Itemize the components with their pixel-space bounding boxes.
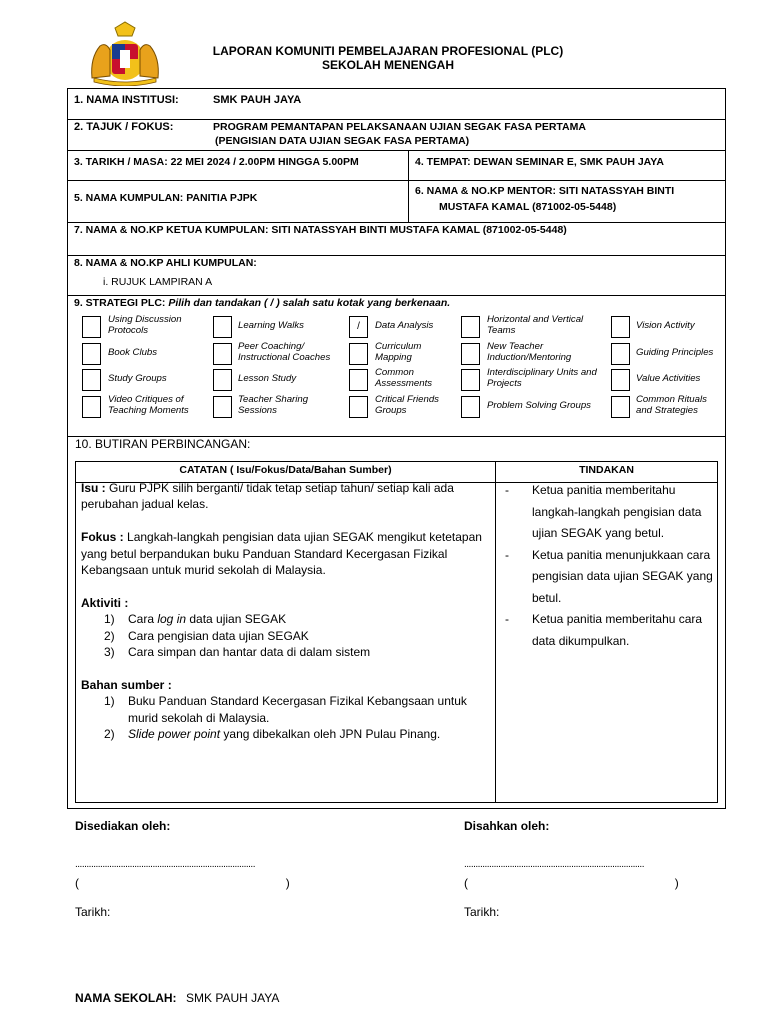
strategy-instruction: Pilih dan tandakan ( / ) salah satu kotak yang berkenaan. <box>168 297 451 309</box>
strategy-checkbox[interactable]: / <box>349 316 368 338</box>
strategy-checkbox[interactable] <box>82 316 101 338</box>
action-bullet: - <box>505 612 509 626</box>
notes-column-header: CATATAN ( Isu/Fokus/Data/Bahan Sumber) <box>179 464 392 476</box>
issue-text: Guru PJPK silih berganti/ tidak tetap setiap tahun/ setiap kali ada perubahan jadual kelas. <box>81 481 454 512</box>
resource-number: 2) <box>104 727 115 742</box>
action-text: Ketua panitia memberitahu langkah-langkah pengisian data ujian SEGAK yang betul. <box>532 483 702 540</box>
strategy-checkbox[interactable] <box>349 396 368 418</box>
focus-paragraph <box>81 529 485 578</box>
strategy-label: Learning Walks <box>238 319 304 331</box>
strategy-label: Critical Friends Groups <box>375 394 439 416</box>
strategy-label: Peer Coaching/ Instructional Coaches <box>238 341 331 363</box>
resource-item <box>81 693 485 726</box>
strategy-label: Data Analysis <box>375 319 434 331</box>
report-header <box>160 44 616 72</box>
issue-label: Isu : <box>81 481 110 495</box>
activity-text: Cara log in data ujian SEGAK <box>128 612 287 627</box>
members-value: i. RUJUK LAMPIRAN A <box>103 276 213 288</box>
resources-list <box>81 693 485 742</box>
strategy-checkbox[interactable] <box>213 396 232 418</box>
strategy-heading <box>74 296 450 310</box>
action-column-header: TINDAKAN <box>579 464 634 476</box>
prepared-name-brackets: ( ) <box>75 876 290 890</box>
resource-item <box>81 726 485 742</box>
members-label: 8. NAMA & NO.KP AHLI KUMPULAN: <box>74 257 257 269</box>
strategy-checkbox[interactable] <box>213 316 232 338</box>
strategy-label: Vision Activity <box>636 319 695 331</box>
topic-line-1: PROGRAM PEMANTAPAN PELAKSANAAN UJIAN SEGAK FASA PERTAMA <box>213 121 586 133</box>
institution-value: SMK PAUH JAYA <box>213 94 302 106</box>
mentor-field-line-2: MUSTAFA KAMAL (871002-05-5448) <box>439 201 617 213</box>
action-bullet: - <box>505 547 509 562</box>
focus-label: Fokus : <box>81 530 128 545</box>
strategy-label: Horizontal and Vertical Teams <box>487 314 584 336</box>
group-name-field: 5. NAMA KUMPULAN: PANITIA PJPK <box>74 192 258 204</box>
table-column-divider <box>495 462 496 802</box>
activities-list <box>81 611 485 660</box>
topic-line-2: (PENGISIAN DATA UJIAN SEGAK FASA PERTAMA) <box>215 135 470 147</box>
action-bullet: - <box>505 483 509 497</box>
issue-paragraph <box>81 480 485 513</box>
date-time-field: 3. TARIKH / MASA: 22 MEI 2024 / 2.00PM HINGGA 5.00PM <box>74 156 359 168</box>
notes-content <box>81 480 485 742</box>
approved-by-label: Disahkan oleh: <box>464 819 550 833</box>
activity-item <box>81 611 485 627</box>
strategy-label: Problem Solving Groups <box>487 399 591 411</box>
action-text: Ketua panitia memberitahu cara data dikumpulkan. <box>532 612 703 648</box>
activity-number: 2) <box>104 628 115 643</box>
resource-text: Slide power point yang dibekalkan oleh JPN Pulau Pinang. <box>128 727 441 742</box>
activity-item <box>81 628 485 644</box>
strategy-label: Lesson Study <box>238 372 297 384</box>
action-text: Ketua panitia menunjukkaan cara pengisian data ujian SEGAK yang betul. <box>532 547 713 605</box>
strategy-checkbox[interactable] <box>611 369 630 391</box>
discussion-label: 10. BUTIRAN PERBINCANGAN: <box>75 437 251 451</box>
action-item <box>505 545 715 610</box>
resources-label: Bahan sumber : <box>81 677 172 692</box>
strategy-checkbox[interactable] <box>461 343 480 365</box>
strategy-label: Using Discussion Protocols <box>108 314 182 336</box>
action-item <box>505 609 715 652</box>
approved-date-label: Tarikh: <box>464 905 500 919</box>
school-name-value: SMK PAUH JAYA <box>186 991 280 1005</box>
strategy-checkbox[interactable] <box>461 316 480 338</box>
action-item <box>505 480 715 545</box>
group-leader-field: 7. NAMA & NO.KP KETUA KUMPULAN: SITI NATASSYAH BINTI MUSTAFA KAMAL (871002-05-5448) <box>74 224 567 236</box>
strategy-label: Guiding Principles <box>636 346 714 358</box>
strategy-label: Common Rituals and Strategies <box>636 394 707 416</box>
strategy-label: Book Clubs <box>108 346 158 358</box>
strategy-checkbox[interactable] <box>611 343 630 365</box>
strategy-checkbox[interactable] <box>461 369 480 391</box>
activity-item <box>81 644 485 660</box>
resource-number: 1) <box>104 694 115 709</box>
prepared-signature-line: ............................................................................... <box>75 859 255 870</box>
school-name-label: NAMA SEKOLAH: <box>75 991 177 1005</box>
column-divider <box>408 150 409 222</box>
resource-text: Buku Panduan Standard Kecergasan Fizikal Kebangsaan untuk murid sekolah di Malaysia. <box>128 694 467 725</box>
strategy-label: Study Groups <box>108 372 167 384</box>
action-list <box>505 480 715 652</box>
strategy-checkbox[interactable] <box>82 369 101 391</box>
strategy-label: Video Critiques of Teaching Moments <box>108 394 189 416</box>
prepared-by-label: Disediakan oleh: <box>75 819 171 833</box>
venue-field: 4. TEMPAT: DEWAN SEMINAR E, SMK PAUH JAYA <box>415 156 664 168</box>
strategy-checkbox[interactable] <box>82 343 101 365</box>
strategy-checkbox[interactable] <box>82 396 101 418</box>
strategy-checkbox[interactable] <box>461 396 480 418</box>
strategy-checkbox[interactable] <box>611 396 630 418</box>
strategy-label: 9. STRATEGI PLC: <box>74 297 169 309</box>
strategy-checkbox[interactable] <box>349 369 368 391</box>
activity-text: Cara simpan dan hantar data di dalam sistem <box>128 645 371 660</box>
mentor-field-line-1: 6. NAMA & NO.KP MENTOR: SITI NATASSYAH BINTI <box>415 185 675 197</box>
strategy-label: Interdisciplinary Units and Projects <box>487 367 597 389</box>
school-crest-logo <box>82 20 168 86</box>
institution-label: 1. NAMA INSTITUSI: <box>74 94 179 106</box>
prepared-date-label: Tarikh: <box>75 905 111 919</box>
approved-signature-line: ............................................................................... <box>464 859 644 870</box>
strategy-checkbox[interactable] <box>213 369 232 391</box>
strategy-label: Teacher Sharing Sessions <box>238 394 309 416</box>
focus-text: Langkah-langkah pengisian data ujian SEGAK mengikut ketetapan yang betul berpandukan buku Panduan Standard Kecergasan Fizikal Kebangsaan untuk murid sekolah di Malaysia. <box>81 530 482 578</box>
strategy-label: Common Assessments <box>375 367 433 389</box>
report-subtitle: SEKOLAH MENENGAH <box>321 58 454 72</box>
row-divider <box>68 150 725 151</box>
approved-name-brackets: ( ) <box>464 876 679 890</box>
strategy-checkbox[interactable] <box>611 316 630 338</box>
activity-number: 3) <box>104 645 115 660</box>
activities-label: Aktiviti : <box>81 595 129 610</box>
topic-label: 2. TAJUK / FOKUS: <box>74 121 174 133</box>
activity-text: Cara pengisian data ujian SEGAK <box>128 628 309 643</box>
strategy-label: Value Activities <box>636 372 701 384</box>
strategy-checkbox[interactable] <box>213 343 232 365</box>
strategy-label: Curriculum Mapping <box>375 341 422 363</box>
activity-number: 1) <box>104 612 115 627</box>
strategy-label: New Teacher Induction/Mentoring <box>487 341 572 363</box>
strategy-checkbox[interactable] <box>349 343 368 365</box>
report-title: LAPORAN KOMUNITI PEMBELAJARAN PROFESIONAL (PLC) <box>212 44 564 58</box>
